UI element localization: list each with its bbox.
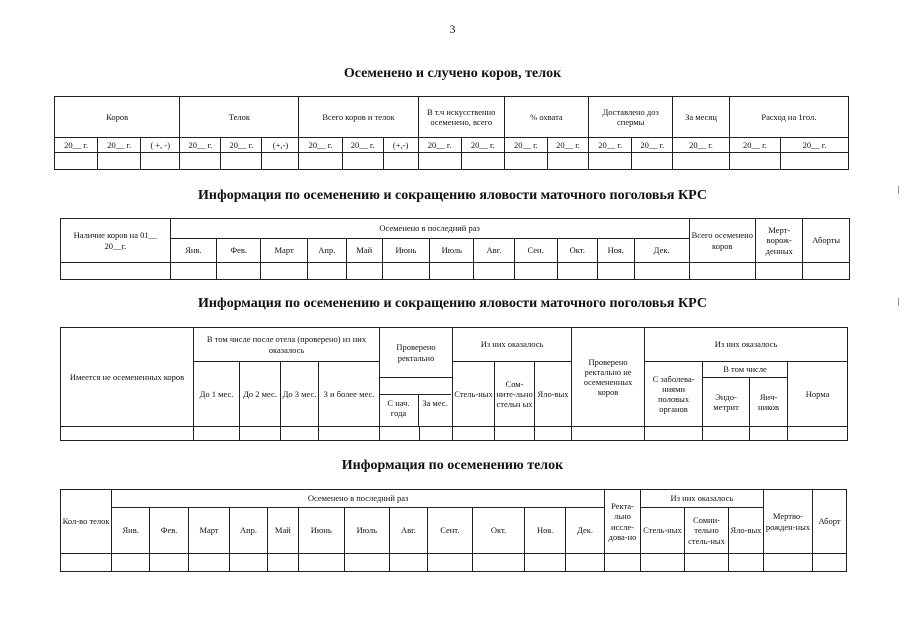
input-cell[interactable] xyxy=(61,554,112,572)
input-cell[interactable] xyxy=(729,554,764,572)
header-cows: Коров xyxy=(55,97,180,138)
input-cell[interactable] xyxy=(453,427,495,441)
header-including: В том числе xyxy=(703,362,788,378)
checked-rectally-subheaders xyxy=(379,394,452,426)
delta-cell: ( +, -) xyxy=(141,138,180,153)
input-cell[interactable] xyxy=(689,263,755,280)
month-header: Авг. xyxy=(474,239,514,263)
year-cell: 20__ г. xyxy=(461,138,504,153)
input-cell[interactable] xyxy=(380,427,420,441)
input-cell[interactable] xyxy=(319,427,380,441)
header-total: Всего коров и телок xyxy=(299,97,418,138)
input-cell[interactable] xyxy=(189,554,230,572)
header-three-plus: 3 и более мес. xyxy=(319,362,380,427)
input-cell[interactable] xyxy=(61,427,194,441)
month-header: Дек. xyxy=(566,508,605,554)
input-cell[interactable] xyxy=(342,153,383,170)
input-cell[interactable] xyxy=(194,427,240,441)
input-cell[interactable] xyxy=(170,263,216,280)
input-cell[interactable] xyxy=(504,153,547,170)
year-cell: 20__ г. xyxy=(547,138,588,153)
input-cell[interactable] xyxy=(557,263,597,280)
input-cell[interactable] xyxy=(684,554,728,572)
input-cell[interactable] xyxy=(180,153,221,170)
month-header: Май xyxy=(346,239,382,263)
input-cell[interactable] xyxy=(547,153,588,170)
input-cell[interactable] xyxy=(299,153,342,170)
input-cell[interactable] xyxy=(344,554,389,572)
input-cell[interactable] xyxy=(566,554,605,572)
month-header: Ноя. xyxy=(525,508,566,554)
table-row xyxy=(61,427,848,441)
header-stillborn: Мерт-ворож-денных xyxy=(756,219,803,263)
header-heifer-count: Кол-во телок xyxy=(61,490,112,554)
header-turned-out: Из них оказалось xyxy=(640,490,763,508)
header-up-to-2: До 2 мес. xyxy=(240,362,281,427)
input-cell[interactable] xyxy=(461,153,504,170)
barrenness-table-2 xyxy=(60,327,848,441)
input-cell[interactable] xyxy=(141,153,180,170)
cows-heifers-table xyxy=(54,96,849,170)
page-number: 3 xyxy=(449,22,456,36)
input-cell[interactable] xyxy=(112,554,150,572)
table-row xyxy=(55,153,849,170)
year-cell: 20__ г. xyxy=(632,138,673,153)
delta-cell: (+,-) xyxy=(262,138,299,153)
header-per-head: Расход на 1гол. xyxy=(729,97,848,138)
header-endometritis: Эндо-метрит xyxy=(703,378,750,427)
input-cell[interactable] xyxy=(474,263,514,280)
header-total-inseminated: Всего осеменено коров xyxy=(689,219,755,263)
section-title-heifers: Информация по осеменению телок xyxy=(341,458,564,473)
header-ovarian: Яич-ников xyxy=(750,378,788,427)
year-cell: 20__ г. xyxy=(221,138,262,153)
year-cell: 20__ г. xyxy=(98,138,141,153)
header-barren: Яло-вых xyxy=(535,362,572,427)
header-since-year-start: С нач. года xyxy=(387,398,410,419)
input-cell[interactable] xyxy=(217,263,261,280)
input-cell[interactable] xyxy=(525,554,566,572)
heifers-table xyxy=(60,489,847,572)
input-cell[interactable] xyxy=(597,263,634,280)
header-last-inseminated: Осеменено в последний раз xyxy=(112,490,605,508)
header-cows-on-date: Наличие коров на 01__ 20__г. xyxy=(61,219,171,263)
month-header: Сент. xyxy=(427,508,472,554)
input-cell[interactable] xyxy=(281,427,319,441)
header-normal: Норма xyxy=(788,362,848,427)
input-cell[interactable] xyxy=(803,263,850,280)
month-header: Фев. xyxy=(150,508,189,554)
month-header: Фев. xyxy=(217,239,261,263)
input-cell[interactable] xyxy=(418,153,461,170)
input-cell[interactable] xyxy=(262,153,299,170)
year-cell: 20__ г. xyxy=(781,138,849,153)
input-cell[interactable] xyxy=(756,263,803,280)
month-header: Март xyxy=(261,239,307,263)
section-title-barrenness-1: Информация по осеменению и сокращению яловости маточного поголовья КРС xyxy=(198,188,707,203)
input-cell[interactable] xyxy=(346,263,382,280)
input-cell[interactable] xyxy=(472,554,524,572)
header-for-month: За мес. xyxy=(422,398,448,408)
header-rectally-examined: Ректа-льно иссле-дова-но xyxy=(605,490,641,554)
header-after-calving: В том числе после отела (проверено) из них оказалось xyxy=(194,328,380,362)
input-cell[interactable] xyxy=(383,153,418,170)
input-cell[interactable] xyxy=(813,554,847,572)
month-header: Апр. xyxy=(230,508,268,554)
month-header: Июль xyxy=(344,508,389,554)
input-cell[interactable] xyxy=(98,153,141,170)
input-cell[interactable] xyxy=(150,554,189,572)
year-cell: 20__ г. xyxy=(299,138,342,153)
input-cell[interactable] xyxy=(240,427,281,441)
month-header: Май xyxy=(267,508,298,554)
header-sperm: Доставлено доз спермы xyxy=(589,97,673,138)
input-cell[interactable] xyxy=(298,554,344,572)
month-header: Авг. xyxy=(389,508,427,554)
year-cell: 20__ г. xyxy=(589,138,632,153)
header-turned-out-2: Из них оказалось xyxy=(645,328,848,362)
input-cell[interactable] xyxy=(729,153,780,170)
section-title-barrenness-2: Информация по осеменению и сокращению яловости маточного поголовья КРС xyxy=(198,296,707,311)
barrenness-table-1 xyxy=(60,218,850,280)
input-cell[interactable] xyxy=(605,554,641,572)
input-cell[interactable] xyxy=(750,427,788,441)
year-cell: 20__ г. xyxy=(673,138,729,153)
input-cell[interactable] xyxy=(703,427,750,441)
month-header: Окт. xyxy=(557,239,597,263)
header-abortions: Аборты xyxy=(803,219,850,263)
header-doubtful: Сомни-тельно стель-ных xyxy=(684,508,728,554)
input-cell[interactable] xyxy=(382,263,429,280)
year-cell: 20__ г. xyxy=(729,138,780,153)
input-cell[interactable] xyxy=(430,263,474,280)
header-checked-not-inseminated: Проверено ректально не осемененных коров xyxy=(572,328,645,427)
header-up-to-3: До 3 мес. xyxy=(281,362,319,427)
input-cell[interactable] xyxy=(230,554,268,572)
input-cell[interactable] xyxy=(572,427,645,441)
header-turned-out-1: Из них оказалось xyxy=(453,328,572,362)
input-cell[interactable] xyxy=(420,427,453,441)
input-cell[interactable] xyxy=(427,554,472,572)
month-header: Дек. xyxy=(634,239,689,263)
section-title-cows-heifers: Осеменено и случено коров, телок xyxy=(343,66,562,81)
input-cell[interactable] xyxy=(788,427,848,441)
input-cell[interactable] xyxy=(267,554,298,572)
input-cell[interactable] xyxy=(389,554,427,572)
month-header: Июнь xyxy=(382,239,429,263)
header-artificial: В т.ч искусственно осеменено, всего xyxy=(418,97,504,138)
input-cell[interactable] xyxy=(781,153,849,170)
header-pregnant: Стель-ных xyxy=(640,508,684,554)
input-cell[interactable] xyxy=(221,153,262,170)
input-cell[interactable] xyxy=(307,263,346,280)
input-cell[interactable] xyxy=(61,263,171,280)
header-abortion: Аборт xyxy=(813,490,847,554)
header-doubtful: Сом-ните-льно стельн ых xyxy=(495,362,535,427)
month-header: Июль xyxy=(430,239,474,263)
input-cell[interactable] xyxy=(673,153,729,170)
month-header: Янв. xyxy=(112,508,150,554)
delta-cell: (+,-) xyxy=(383,138,418,153)
header-stillborn: Мертво-рожден-ных xyxy=(763,490,812,554)
input-cell[interactable] xyxy=(763,554,812,572)
month-header: Сен. xyxy=(514,239,557,263)
header-genital-disease: С заболева-ниями половых органов xyxy=(645,362,703,427)
input-cell[interactable] xyxy=(589,153,632,170)
input-cell[interactable] xyxy=(261,263,307,280)
input-cell[interactable] xyxy=(55,153,98,170)
table-row xyxy=(61,554,847,572)
year-cell: 20__ г. xyxy=(342,138,383,153)
header-checked-rectally: Проверено ректально xyxy=(380,328,453,378)
input-cell[interactable] xyxy=(632,153,673,170)
input-cell[interactable] xyxy=(514,263,557,280)
month-header: Окт. xyxy=(472,508,524,554)
input-cell[interactable] xyxy=(640,554,684,572)
month-header: Янв. xyxy=(170,239,216,263)
month-header: Апр. xyxy=(307,239,346,263)
header-heifers: Телок xyxy=(180,97,299,138)
year-cell: 20__ г. xyxy=(418,138,461,153)
year-cell: 20__ г. xyxy=(55,138,98,153)
table-row xyxy=(61,263,850,280)
input-cell[interactable] xyxy=(634,263,689,280)
input-cell[interactable] xyxy=(495,427,535,441)
header-last-inseminated: Осеменено в последний раз xyxy=(170,219,689,239)
header-coverage: % охвата xyxy=(504,97,588,138)
header-up-to-1: До 1 мес. xyxy=(194,362,240,427)
header-barren: Яло-вых xyxy=(729,508,764,554)
input-cell[interactable] xyxy=(535,427,572,441)
year-cell: 20__ г. xyxy=(504,138,547,153)
month-header: Июнь xyxy=(298,508,344,554)
header-not-inseminated: Имеется не осемененных коров xyxy=(61,328,194,427)
month-header: Март xyxy=(189,508,230,554)
header-per-month: За месяц xyxy=(673,97,729,138)
input-cell[interactable] xyxy=(645,427,703,441)
month-header: Ноя. xyxy=(597,239,634,263)
header-pregnant: Стель-ных xyxy=(453,362,495,427)
year-cell: 20__ г. xyxy=(180,138,221,153)
